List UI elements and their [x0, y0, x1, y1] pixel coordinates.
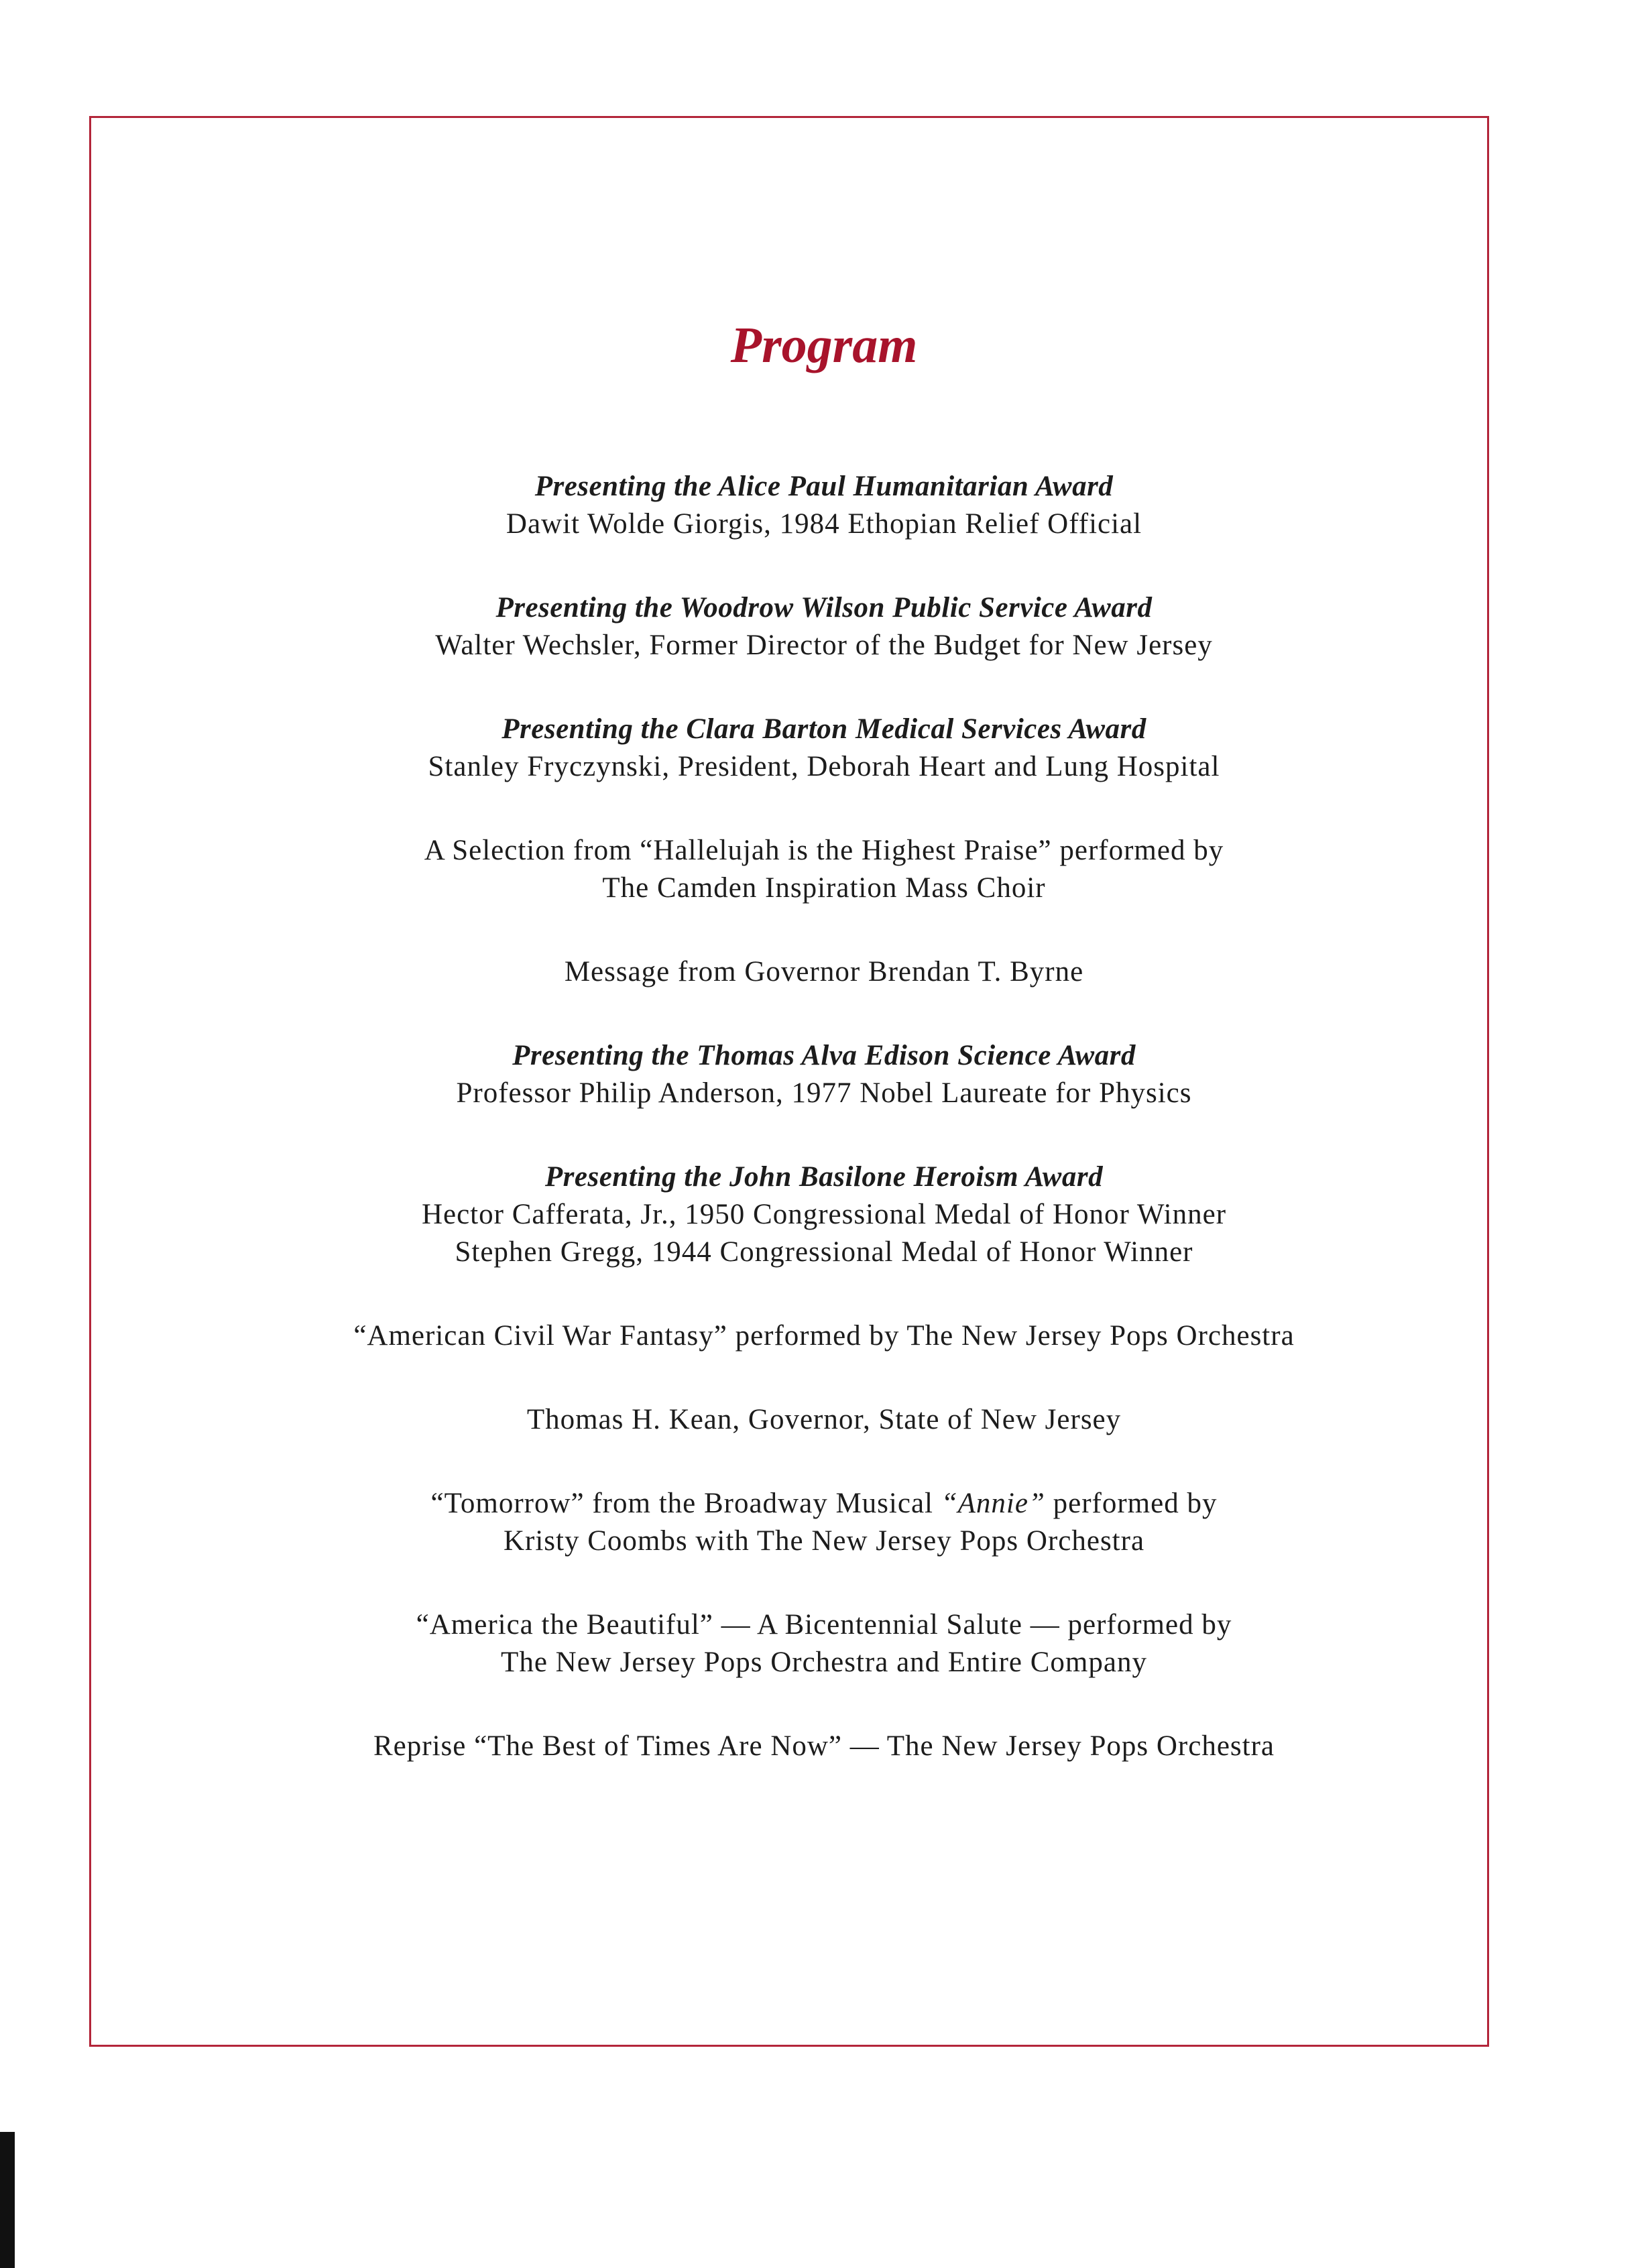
program-item-john-basilone-award	[0, 1158, 1648, 1271]
program-line: The New Jersey Pops Orchestra and Entire Company	[501, 1647, 1147, 1678]
presenter-line: Professor Philip Anderson, 1977 Nobel Laureate for Physics	[456, 1077, 1192, 1109]
program-item-thomas-edison-award	[0, 1037, 1648, 1112]
program-item-governor-kean	[0, 1401, 1648, 1439]
program-text: performed by	[1045, 1488, 1218, 1519]
musical-title: “Annie”	[941, 1488, 1045, 1519]
presenter-line: Stephen Gregg, 1944 Congressional Medal of Honor Winner	[455, 1236, 1193, 1268]
presenter-line: Stanley Fryczynski, President, Deborah Heart and Lung Hospital	[428, 751, 1220, 782]
award-heading: Presenting the Thomas Alva Edison Science Award	[512, 1040, 1136, 1071]
program-line	[0, 1485, 1648, 1523]
program-item-america-the-beautiful	[0, 1606, 1648, 1681]
program-list	[0, 468, 1648, 1811]
program-item-alice-paul-award	[0, 468, 1648, 543]
program-line: The Camden Inspiration Mass Choir	[602, 872, 1046, 904]
program-line: Thomas H. Kean, Governor, State of New Jersey	[526, 1404, 1122, 1435]
presenter-line: Dawit Wolde Giorgis, 1984 Ethopian Relief Official	[506, 508, 1142, 540]
program-item-tomorrow-performance	[0, 1485, 1648, 1560]
program-line: Reprise “The Best of Times Are Now” — The New Jersey Pops Orchestra	[373, 1730, 1275, 1762]
program-item-reprise	[0, 1728, 1648, 1765]
program-item-governor-byrne-message	[0, 953, 1648, 991]
program-item-choir-selection	[0, 832, 1648, 907]
program-line: Message from Governor Brendan T. Byrne	[564, 956, 1084, 988]
award-heading: Presenting the John Basilone Heroism Award	[544, 1161, 1104, 1193]
program-text: “Tomorrow” from the Broadway Musical	[430, 1488, 941, 1519]
program-item-civil-war-fantasy	[0, 1317, 1648, 1355]
award-heading: Presenting the Woodrow Wilson Public Service Award	[495, 592, 1153, 623]
program-item-woodrow-wilson-award	[0, 589, 1648, 664]
page-title: Program	[730, 317, 918, 373]
award-heading: Presenting the Alice Paul Humanitarian Award	[534, 471, 1114, 502]
program-line: “America the Beautiful” — A Bicentennial Salute — performed by	[416, 1609, 1232, 1640]
award-heading: Presenting the Clara Barton Medical Services Award	[502, 713, 1146, 745]
presenter-line: Hector Cafferata, Jr., 1950 Congressional Medal of Honor Winner	[421, 1199, 1227, 1230]
program-line: Kristy Coombs with The New Jersey Pops Orchestra	[503, 1525, 1145, 1557]
program-line: “American Civil War Fantasy” performed by The New Jersey Pops Orchestra	[353, 1320, 1295, 1352]
program-item-clara-barton-award	[0, 711, 1648, 786]
presenter-line: Walter Wechsler, Former Director of the Budget for New Jersey	[435, 630, 1213, 661]
scan-edge-bar	[0, 2132, 15, 2268]
program-line: A Selection from “Hallelujah is the Highest Praise” performed by	[424, 835, 1224, 866]
